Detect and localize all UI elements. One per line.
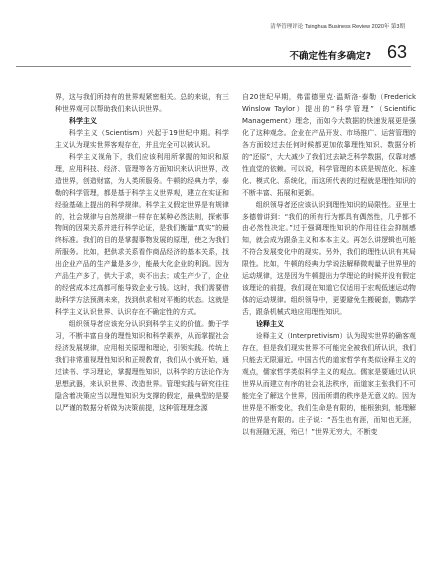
paragraph: 科学主义（Scientism）兴起于19世纪中期。科学主义认为现实世界客观存在，并且完全可以被认识。 — [55, 128, 229, 149]
left-column — [55, 92, 229, 415]
page-header — [0, 0, 427, 80]
section-heading-scientism: 科学主义 — [69, 116, 97, 125]
article-topic: 不确定性有多确定? — [289, 51, 371, 62]
paragraph: 界，这与我们所持有的世界观紧密相关。总的来说，有三种世界观可以帮助我们来认识世界。 — [55, 93, 229, 113]
journal-name: 清华管理评论 Tsinghua Business Review 2020年 第3期 — [270, 24, 405, 30]
paragraph: 科学主义视角下，我们应该利用所掌握的知识和原理，应用科技、经济、管理等各方面知识来认识世界，改造世界，创造财富，为人类所服务。牛顿的经典力学，泰勒的科学管理，都是基于科学主义世界观，建立在实证和经验基础上提出的科学规律。科学主义假定世界是有规律的，社会规律与自然规律一样存在某种必然法则，探索事物间的因果关系并进行科学论证，是我们衡量“真实”的最终标准。我们的目的是掌握事物发展的原理，使之为我们所服务。比如，把供求关系看作商品经济的基本关系，找出企业产品的生产量是多少，能最大化企业的利润。因为产品生产多了，供大于求，卖不出去；或生产少了，企业的经营成本过高都可能导致企业亏钱。这时，我们需要借助科学方法预测未来，找到供求相对平衡的状态。这就是科学主义认识世界、认识存在不确定性的方式。 — [55, 152, 229, 317]
header-rule — [16, 66, 411, 67]
paragraph: 诠释主义（Interpretivism）认为现实世界的确客观存在，但是我们现实世界不可能完全被我们所认识，我们只能去无限逼近。中国古代的道家哲学有类似诠释主义的观点，儒家哲学类似科学主义的观点。儒家是要通过认识世界从而建立有序的社会礼法秩序，而道家主张我们不可能完全了解这个世界，因而所谓的秩序是无意义的。因为世界是不断变化，我们生命是有限的，能根独到，能理解的世界是有限的。庄子说：“吾生也有涯，而知也无涯，以有涯随无涯，殆已！”世界无穷大，不断变 — [242, 332, 416, 436]
paragraph: 组织领导者还应该认识到理性知识的局限性。亚里士多德曾讲到：“我们的所有行为都具有偶然性，几乎都不由必然性决定。”过于强调理性知识的作用往往会抑制感知，就会成为跟条主义和本本主义。再怎么讲逻辑也可能不符合发展变化中的现实。另外，我们的理性认识有其局限性。比如，牛顿的经典力学说法解释微观量子世界里的运动规律，这是因为牛顿提出力学理论的时候并没有假定该理论的前提，我们现在知道它仅适用于宏观低速运动物体的运动规律。组织领导中，更要避免生搬硬套，鹦鹉学舌，跟条机械式地应用理性知识。 — [242, 200, 416, 317]
paragraph: 自20世纪早期，弗雷德里克·温斯洛·泰勒（Frederick Winslow Taylor）提出的“科学管理”（Scientific Management）理念，而如今大数据的快速发展更是强化了这种观念。企业在产品开发、市场推广、运营管理的各方面较过去任何时候都更加依靠理性知识、数据分析的“还原”，大大减少了我们过去缺乏科学数据，仅靠对感性直觉的依赖。可以说，科学管理的本质是规范化、标准化、模式化、系统化，而这所代表的过程就是理性知识的不断丰富、拓展和更新。 — [242, 93, 416, 197]
paragraph: 组织领导者应该充分认识到科学主义的价值。勤于学习，不断丰富自身的理性知识和科学素养，从而掌握社会经济发展规律，应用相关原理和理论，引领实践。传统上我们非常重视理性知识和正规教育，我们从小就开始，通过读书、学习理论，掌握理性知识，以科学的方法论作为思想武器，来认识世界、改造世界。管理实践与研究往往隐含着决策应当以理性知识为支撑的假定，最典型的是要以严谨的数据分析做为决策前提，这种管理理念源 — [55, 320, 229, 412]
section-heading-interpretivism: 诠释主义 — [256, 320, 284, 329]
right-column — [242, 92, 416, 439]
page-number: 63 — [386, 42, 407, 62]
